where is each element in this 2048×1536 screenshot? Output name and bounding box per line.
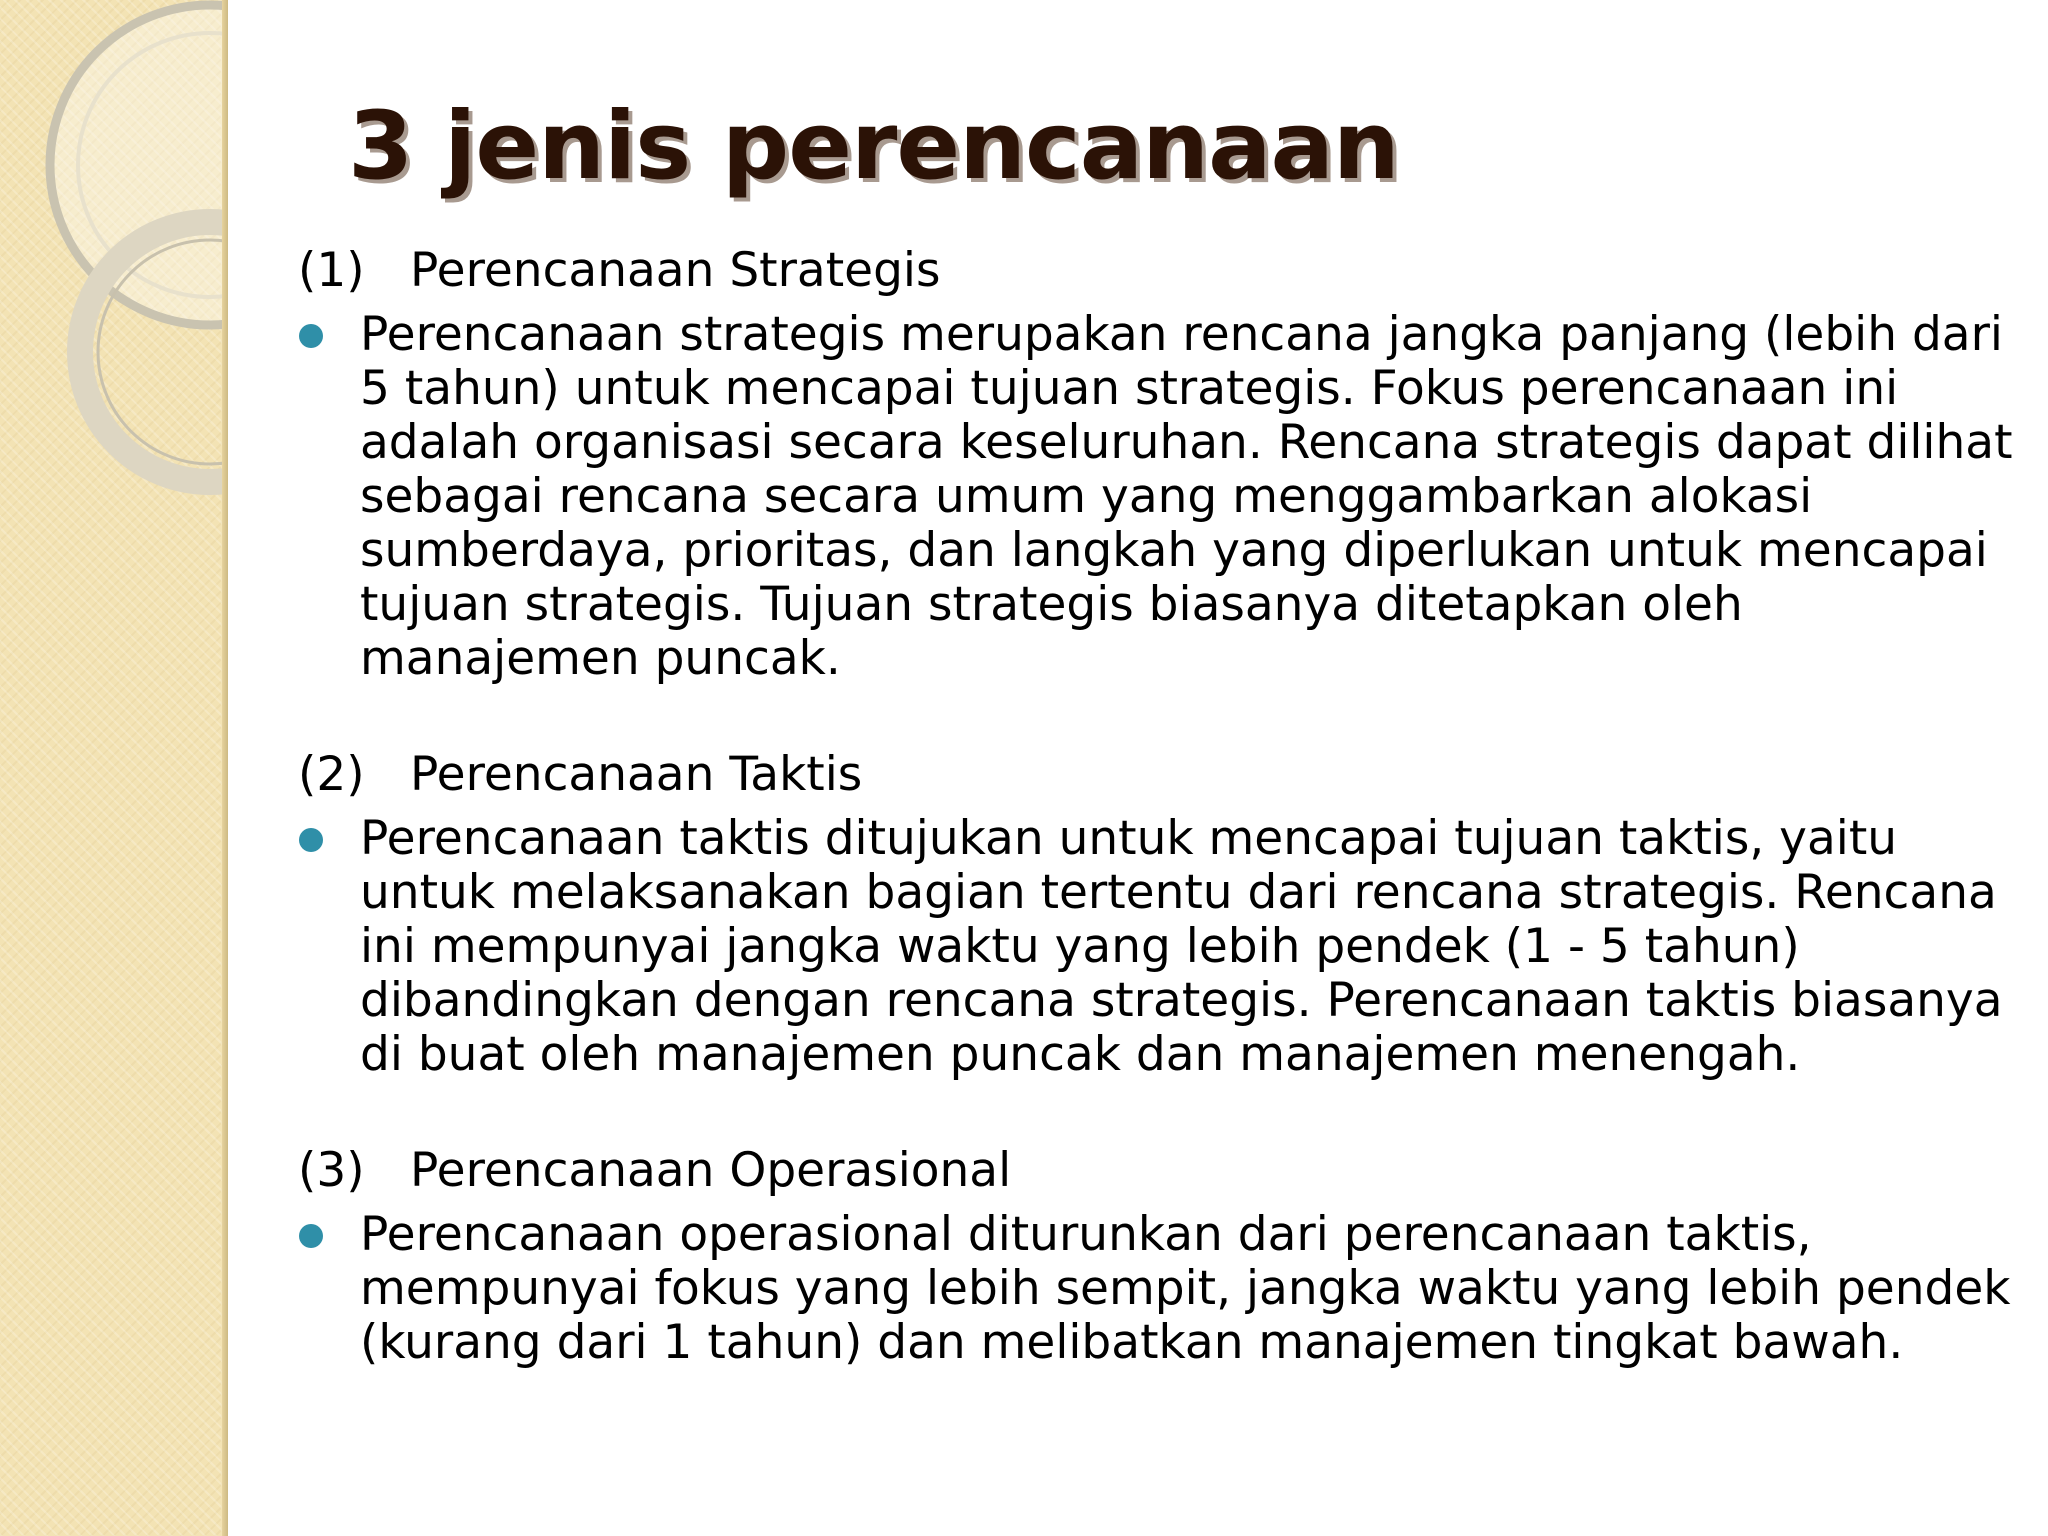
decorative-sidebar (0, 0, 228, 1536)
sidebar-edge (222, 0, 228, 1536)
section-operational (298, 1144, 2018, 1370)
section-heading-text: Perencanaan Taktis (410, 747, 863, 802)
section-number: (2) (298, 747, 365, 802)
bullet-text: Perencanaan strategis merupakan rencana jangka panjang (lebih dari 5 tahun) untuk mencapai tujuan strategis. Fokus perencanaan ini adalah organisasi secara keseluruhan. Rencana strategis dapat dilihat sebagai rencana secara umum yang menggambarkan alokasi sumberdaya, prioritas, dan langkah yang diperlukan untuk mencapai tujuan strategis. Tujuan strategis biasanya ditetapkan oleh manajemen puncak. (360, 307, 2013, 686)
bullet-item (298, 1208, 2018, 1370)
slide-title: 3 jenis perencanaan (348, 92, 1399, 201)
decorative-rings (0, 0, 228, 560)
bullet-item (298, 812, 2018, 1082)
section-strategic (298, 244, 2018, 686)
section-tactical (298, 748, 2018, 1082)
bullet-item (298, 308, 2018, 686)
section-heading-text: Perencanaan Strategis (410, 243, 941, 298)
section-number: (3) (298, 1143, 365, 1198)
section-heading-text: Perencanaan Operasional (410, 1143, 1012, 1198)
section-number: (1) (298, 243, 365, 298)
bullet-text: Perencanaan taktis ditujukan untuk mencapai tujuan taktis, yaitu untuk melaksanakan bagian tertentu dari rencana strategis. Rencana ini mempunyai jangka waktu yang lebih pendek (1 - 5 tahun) dibandingkan dengan rencana strategis. Perencanaan taktis biasanya di buat oleh manajemen puncak dan manajemen menengah. (360, 811, 2003, 1082)
section-heading (298, 244, 2018, 298)
slide-content (298, 244, 2018, 1370)
section-heading (298, 748, 2018, 802)
bullet-dot-icon (299, 1224, 323, 1248)
section-heading (298, 1144, 2018, 1198)
bullet-dot-icon (299, 324, 323, 348)
bullet-text: Perencanaan operasional diturunkan dari perencanaan taktis, mempunyai fokus yang lebih sempit, jangka waktu yang lebih pendek (kurang dari 1 tahun) dan melibatkan manajemen tingkat bawah. (360, 1207, 2011, 1370)
bullet-dot-icon (299, 828, 323, 852)
